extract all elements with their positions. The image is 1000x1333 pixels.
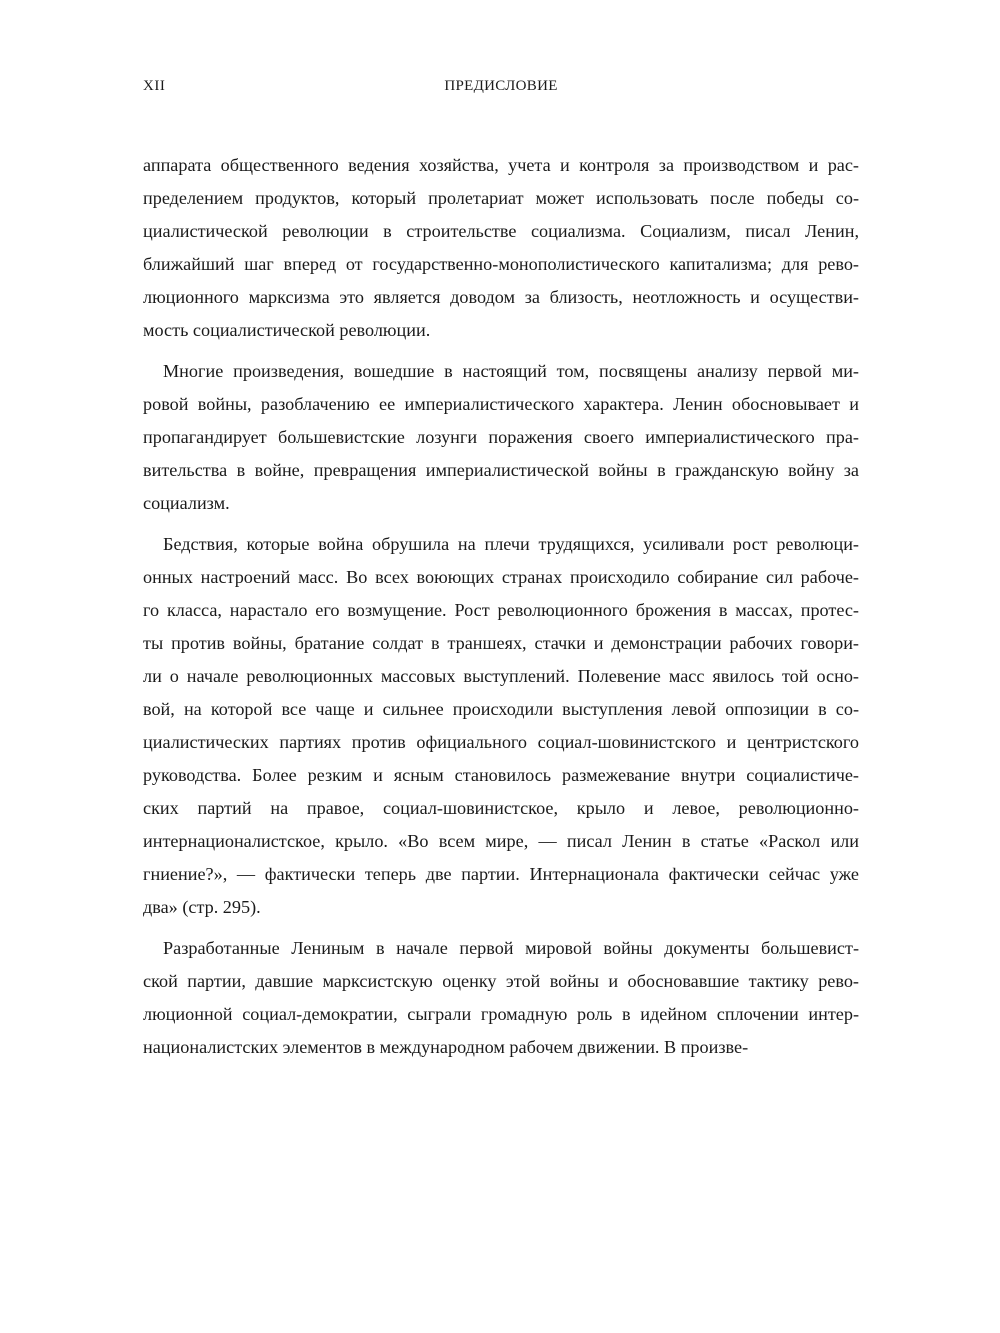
text-line: люционного марксизма это является доводом за близость, неотложность и осуществи- [143,287,859,307]
text-line: циалистических партиях против официального социал-шовинистского и центристского [143,732,859,752]
text-line: Бедствия, которые война обрушила на плечи трудящихся, усиливали рост революци- [163,534,859,554]
text-line: ровой войны, разоблачению ее империалистического характера. Ленин обосновывает и [143,394,859,414]
text-line: го класса, нарастало его возмущение. Рост революционного брожения в массах, протес- [143,600,859,620]
text-line: ты против войны, братание солдат в траншеях, стачки и демонстрации рабочих говори- [143,633,859,653]
text-line: руководства. Более резким и ясным становилось размежевание внутри социалистиче- [143,765,859,785]
body-text [143,149,859,1064]
running-header [143,76,859,96]
text-line: вительства в войне, превращения империалистической войны в гражданскую войну за [143,460,859,480]
paragraph-4 [143,932,859,1064]
text-line: интернационалистское, крыло. «Во всем мире, — писал Ленин в статье «Раскол или [143,831,859,851]
text-line: Многие произведения, вошедшие в настоящий том, посвящены анализу первой ми- [163,361,859,381]
text-line: ли о начале революционных массовых выступлений. Полевение масс явилось той осно- [143,666,859,686]
text-line: аппарата общественного ведения хозяйства, учета и контроля за производством и рас- [143,155,859,175]
text-line: националистских элементов в международном рабочем движении. В произве- [143,1037,749,1057]
text-line: ских партий на правое, социал-шовинистское, крыло и левое, революционно- [143,798,859,818]
text-line: вой, на которой все чаще и сильнее происходили выступления левой оппозиции в со- [143,699,859,719]
text-line: Разработанные Лениным в начале первой мировой войны документы большевист- [163,938,859,958]
text-line: циалистической революции в строительстве социализма. Социализм, писал Ленин, [143,221,859,241]
text-line: гниение?», — фактически теперь две партии. Интернационала фактически сейчас уже [143,864,859,884]
paragraph-1 [143,149,859,347]
text-line: пропагандирует большевистские лозунги поражения своего империалистического пра- [143,427,859,447]
page-number: XII [143,78,166,94]
header-title: ПРЕДИСЛОВИЕ [444,78,558,94]
text-line: ской партии, давшие марксистскую оценку этой войны и обосновавшие тактику рево- [143,971,859,991]
text-line: мость социалистической революции. [143,320,431,340]
text-line: онных настроений масс. Во всех воюющих странах происходило собирание сил рабоче- [143,567,859,587]
text-line: социализм. [143,493,230,513]
paragraph-3 [143,528,859,924]
text-line: люционной социал-демократии, сыграли громадную роль в идейном сплочении интер- [143,1004,859,1024]
text-line: два» (стр. 295). [143,897,261,917]
text-line: пределением продуктов, который пролетариат может использовать после победы со- [143,188,859,208]
paragraph-2 [143,355,859,520]
text-line: ближайший шаг вперед от государственно-монополистического капитализма; для рево- [143,254,859,274]
